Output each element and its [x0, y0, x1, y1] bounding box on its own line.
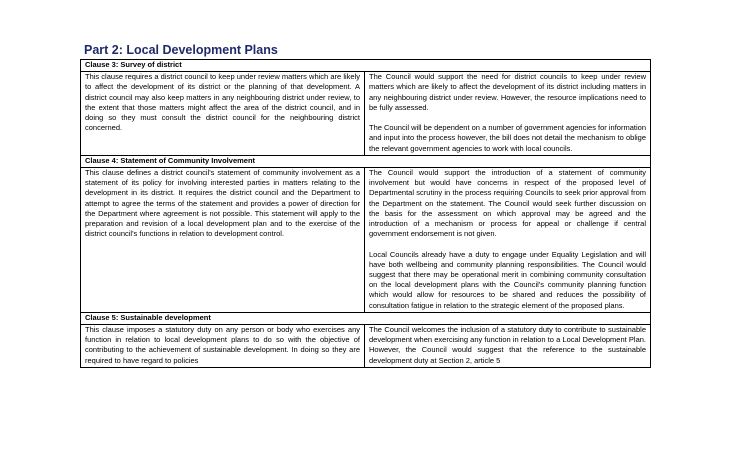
clause-header-row: [81, 155, 651, 167]
clause-heading: Clause 5: Sustainable development: [81, 312, 651, 324]
council-response: [365, 72, 651, 156]
response-paragraph: The Council welcomes the inclusion of a statutory duty to contribute to sustainable development when exercising any function in relation to a Local Development Plan. However, the Council would suggest that the reference to the sustainable development duty at Section 2, article 5: [369, 325, 646, 365]
clause-heading: Clause 4: Statement of Community Involvement: [81, 155, 651, 167]
clause-header-row: [81, 60, 651, 72]
clause-row: [81, 168, 651, 313]
clause-description: This clause requires a district council to keep under review matters which are likely to affect the development of its district or the planning of that development. A district council may also keep matters in any neighbouring district under review, to the extent that those matters might affect the area of the district council, and in doing so they must consult the district council for the neighbouring district concerned.: [81, 72, 365, 156]
response-paragraph: Local Councils already have a duty to engage under Equality Legislation and will have both wellbeing and community planning responsibilities. The Council would suggest that there may be operational merit in combining community consultation on the local development plans with the Council's community planning function which would allow for resources to be shared and reduces the possibility of consultation fatigue in relation to the strategic element of the proposed plans.: [369, 249, 646, 310]
part-title: Part 2: Local Development Plans: [84, 43, 278, 57]
clause-description: This clause defines a district council's statement of community involvement as a statement of its policy for involving interested parties in matters relating to the development in its district. It requires the district council and the Department to attempt to agree the terms of the statement and provides a power of direction for the Department where agreement is not possible. This statement will apply to the preparation and revision of a local development plan and to the exercise of the district council's functions in relation to development control.: [81, 168, 365, 313]
council-response: [365, 168, 651, 313]
response-paragraph: The Council would support the need for district councils to keep under review matters which are likely to affect the development of its district including matters in any neighbouring district under review. However, the resource implications need to be fully assessed.: [369, 72, 646, 112]
response-paragraph: The Council would support the introduction of a statement of community involvement but would have concerns in respect of the proposed level of Departmental scrutiny in the process requiring Councils to seek prior approval from the Department on the statement. The Council would seek further discussion on the basis for the assessment on which approval may be agreed and the introduction of a mechanism or process for appeal or challenge if central government endorsement is not given.: [369, 168, 646, 239]
clauses-table: [80, 59, 651, 368]
clause-row: [81, 325, 651, 368]
clause-row: [81, 72, 651, 156]
clause-heading: Clause 3: Survey of district: [81, 60, 651, 72]
clause-description: This clause imposes a statutory duty on any person or body who exercises any function in relation to local development plans to do so with the objective of contributing to the achievement of sustainable development. In doing so they are required to have regard to policies: [81, 325, 365, 368]
response-paragraph: The Council will be dependent on a number of government agencies for information and input into the process however, the bill does not detail the mechanism to oblige the relevant government agencies to work with local councils.: [369, 123, 646, 153]
council-response: [365, 325, 651, 368]
clause-header-row: [81, 312, 651, 324]
